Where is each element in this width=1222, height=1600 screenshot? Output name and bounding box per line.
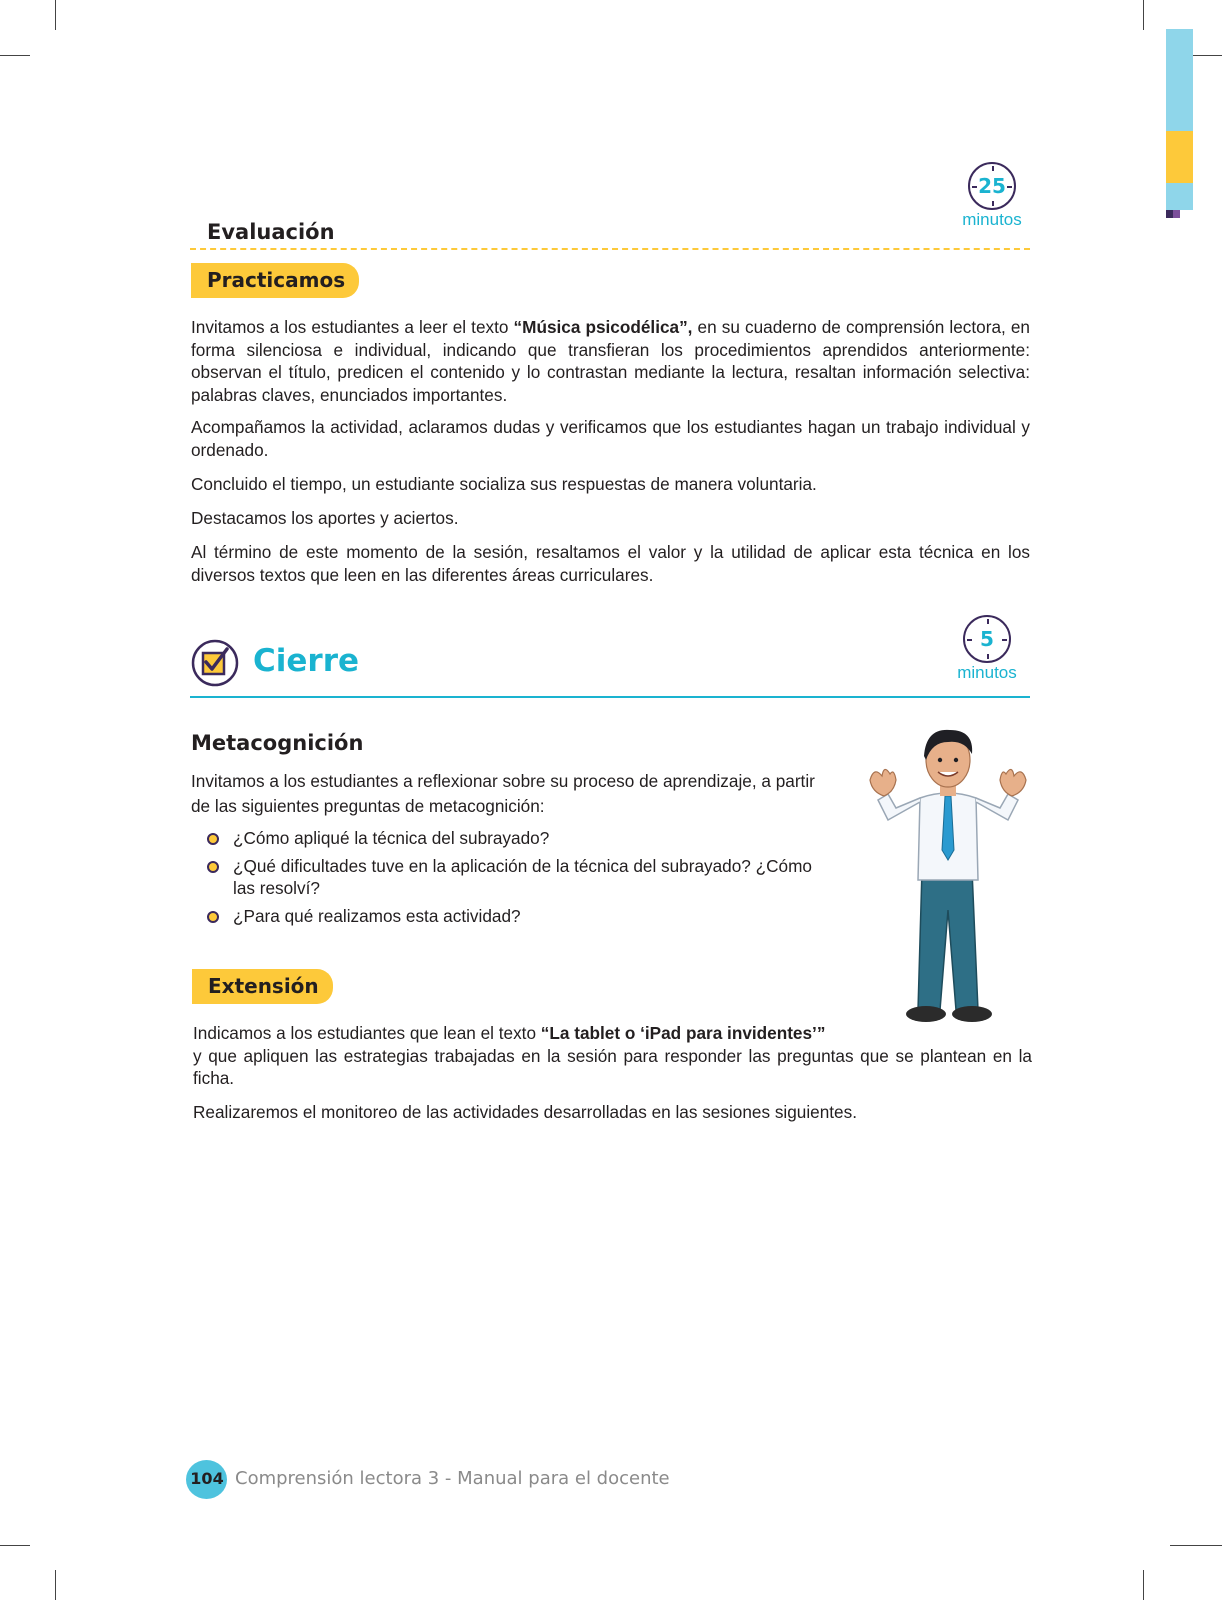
crop-mark [1170,1545,1222,1546]
evaluacion-paragraph-2: Acompañamos la actividad, aclaramos dudas y verificamos que los estudiantes hagan un trabajo individual y ordenado. [191,417,1030,460]
cierre-title: Cierre [253,643,360,679]
extension-paragraph-1: Indicamos a los estudiantes que lean el texto “La tablet o ‘iPad para invidentes’” y que apliquen las estrategias trabajadas en la sesión para responder las preguntas que se plantean en la ficha. [193,1023,1032,1088]
side-tab-marker [1166,210,1173,218]
cierre-divider [190,696,1030,698]
crop-mark [55,0,56,30]
crop-mark [1143,1570,1144,1600]
timer-unit: minutos [962,210,1022,229]
bullet-icon [207,911,219,923]
teacher-illustration [860,720,1040,1030]
practicamos-badge: Practicamos [191,263,359,298]
bullet-icon [207,861,219,873]
evaluacion-heading: Evaluación [207,220,335,244]
metacognicion-question-list [191,827,836,932]
evaluacion-paragraph-1: Invitamos a los estudiantes a leer el texto “Música psicodélica”, en su cuaderno de comprensión lectora, en forma silenciosa e individual, indicando que transfieran los procedimientos aprendidos anteriormente: observan el título, predicen el contenido y lo contrastan mediante la lectura, resaltan información selectiva: palabras claves, enunciados importantes. [191,317,1030,405]
evaluacion-paragraph-5: Al término de este momento de la sesión, resaltamos el valor y la utilidad de aplicar esta técnica en los diversos textos que leen en las diferentes áreas curriculares. [191,542,1030,585]
page-number: 104 [190,1469,224,1488]
timer-cierre [940,615,1034,683]
timer-unit: minutos [957,663,1017,682]
bullet-icon [207,833,219,845]
crop-mark [0,1545,30,1546]
side-tab-cyan-small [1166,183,1193,210]
crop-mark [0,55,30,56]
extension-badge: Extensión [192,969,333,1004]
crop-mark [55,1570,56,1600]
side-tab-cyan [1166,29,1193,131]
checkbox-icon [191,639,239,687]
timer-value: 5 [980,627,994,651]
list-item: ¿Cómo apliqué la técnica del subrayado? [191,827,836,850]
evaluacion-divider [190,248,1030,250]
metacognicion-intro: Invitamos a los estudiantes a reflexionar sobre su proceso de aprendizaje, a partir de las siguientes preguntas de metacognición: [191,771,815,816]
timer-evaluacion [945,162,1039,230]
metacognicion-heading: Metacognición [191,731,364,755]
list-item: ¿Para qué realizamos esta actividad? [191,905,836,928]
clock-icon [963,615,1011,663]
side-tab-marker-purple [1173,210,1180,218]
crop-mark [1143,0,1144,30]
evaluacion-paragraph-3: Concluido el tiempo, un estudiante socializa sus respuestas de manera voluntaria. [191,474,817,494]
evaluacion-paragraph-4: Destacamos los aportes y aciertos. [191,508,459,528]
list-item: ¿Qué dificultades tuve en la aplicación de la técnica del subrayado? ¿Cómo las resolví? [191,855,836,900]
footer-title: Comprensión lectora 3 - Manual para el docente [235,1468,670,1489]
extension-paragraph-2: Realizaremos el monitoreo de las actividades desarrolladas en las sesiones siguientes. [193,1102,857,1122]
side-tab-yellow [1166,131,1193,183]
timer-value: 25 [978,174,1006,198]
clock-icon [968,162,1016,210]
